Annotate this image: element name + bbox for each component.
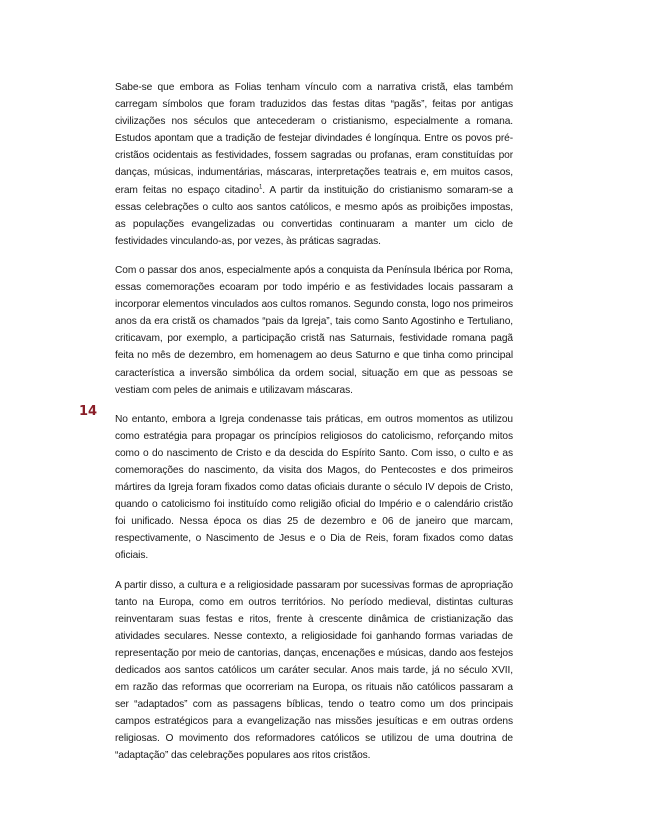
paragraph-4: A partir disso, a cultura e a religiosidade passaram por sucessivas formas de apropriação tanto na Europa, como em outros territórios. No período medieval, distintas culturas reinventaram suas festas e ritos, frente à crescente dinâmica de cristianização das atividades seculares. Nesse contexto, a religiosidade foi ganhando formas variadas de representação por meio de cantorias, danças, encenações e músicas, dando aos festejos dedicados aos santos católicos um caráter secular. Anos mais tarde, já no século XVII, em razão das reformas que ocorreriam na Europa, os rituais não católicos passaram a ser “adaptados” com as passagens bíblicas, tendo o teatro como um dos principais campos estratégicos para a evangelização nas missões jesuíticas e em outras ordens religiosas. O movimento dos reformadores católicos se utilizou de uma doutrina de “adaptação” das celebrações populares aos ritos cristãos.	[115, 579, 513, 762]
paragraph-3: No entanto, embora a Igreja condenasse tais práticas, em outros momentos as utilizou como estratégia para propagar os princípios religiosos do catolicismo, reforçando mitos como o do nascimento de Cristo e da descida do Espírito Santo. Com isso, o culto e as comemorações do nascimento, da visita dos Magos, do Pentecostes e dos primeiros mártires da Igreja foram fixados como datas oficiais durante o século IV depois de Cristo, quando o catolicismo foi instituído como religião oficial do Império e o calendário cristão foi unificado. Nessa época os dias 25 de dezembro e 06 de janeiro que marcam, respectivamente, o Nascimento de Jesus e o Dia de Reis, foram fixados como datas oficiais.	[115, 413, 513, 562]
paragraph-1	[115, 79, 513, 250]
body-text	[115, 79, 513, 777]
footnote-marker[interactable]: 1	[259, 184, 263, 191]
paragraph-1-after: . A partir da instituição do cristianismo somaram-se a essas celebrações o culto aos santos católicos, e mesmo após as proibições impostas, as populações evangelizadas ou convertidas continuaram a manter um ciclo de festividades vinculando-as, por vezes, às práticas sagradas.	[115, 184, 513, 247]
page-number: 14	[79, 404, 98, 419]
paragraph-2: Com o passar dos anos, especialmente após a conquista da Península Ibérica por Roma, essas comemorações ecoaram por todo império e as festividades locais passaram a incorporar elementos vinculados aos cultos romanos. Segundo consta, logo nos primeiros anos da era cristã os chamados “pais da Igreja”, tais como Santo Agostinho e Tertuliano, criticavam, por exemplo, a participação cristã nas Saturnais, festividade romana pagã feita no mês de dezembro, em homenagem ao deus Saturno e que tinha como principal característica a inversão simbólica da ordem social, situação em que as pessoas se vestiam com peles de animais e utilizavam máscaras.	[115, 264, 513, 396]
paragraph-1-before: Sabe-se que embora as Folias tenham vínculo com a narrativa cristã, elas também carregam símbolos que foram traduzidos das festas ditas “pagãs”, feitas por antigas civilizações nos séculos que antecederam o cristianismo, especialmente a romana. Estudos apontam que a tradição de festejar divindades é longínqua. Entre os povos pré-cristãos ocidentais as festividades, fossem sagradas ou profanas, eram constituídas por danças, músicas, indumentárias, máscaras, interpretações teatrais e, em muitos casos, eram feitas no espaço citadino	[115, 82, 513, 196]
